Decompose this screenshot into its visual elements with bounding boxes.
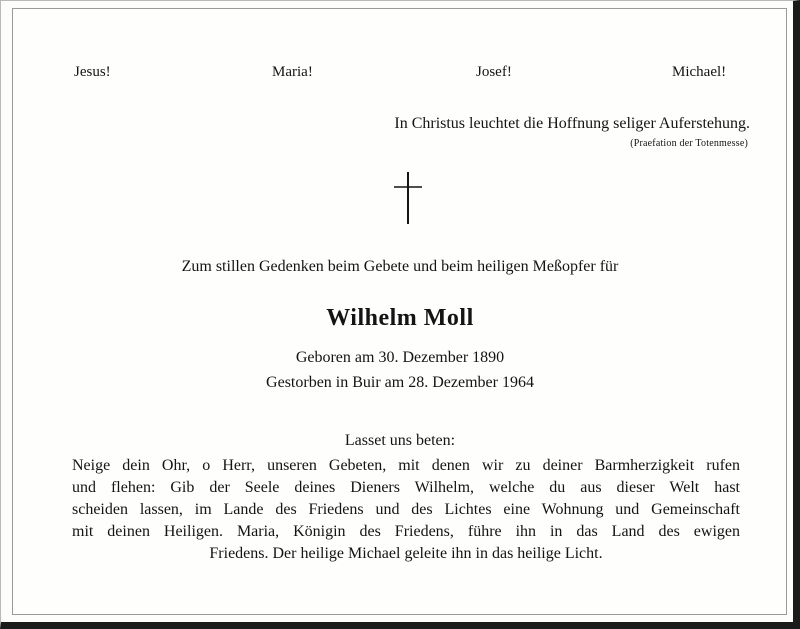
death-date: Gestorben in Buir am 28. Dezember 1964 [266, 374, 534, 391]
birth-date: Geboren am 30. Dezember 1890 [295, 349, 505, 366]
prayer-line: und flehen: Gib der Seele deines Dieners Wilhelm, welche du aus dieser Welt hast [72, 479, 740, 496]
prayer-text [72, 455, 740, 565]
cross-icon [393, 172, 423, 224]
epigraph-source: (Praefation der Totenmesse) [630, 138, 748, 149]
memorial-intro: Zum stillen Gedenken beim Gebete und beim heiligen Meßopfer für [181, 258, 619, 275]
prayer-line: scheiden lassen, im Lande des Friedens und des Lichtes eine Wohnung und Gemeinschaft [72, 501, 740, 518]
prayer-line: Neige dein Ohr, o Herr, unseren Gebeten, mit denen wir zu deiner Barmherzigkeit rufen [72, 457, 740, 474]
invocation-maria: Maria! [272, 64, 313, 80]
epigraph-quote: In Christus leuchtet die Hoffnung seliger Auferstehung. [394, 115, 750, 132]
prayer-line: mit deinen Heiligen. Maria, Königin des Friedens, führe ihn in das Land des ewigen [72, 523, 740, 540]
prayer-line: Friedens. Der heilige Michael geleite ihn in das heilige Licht. [209, 545, 603, 562]
invocation-jesus: Jesus! [74, 64, 111, 80]
invocation-michael: Michael! [672, 64, 727, 80]
deceased-name: Wilhelm Moll [326, 305, 474, 331]
invocation-josef: Josef! [476, 64, 512, 80]
prayer-title: Lasset uns beten: [344, 432, 456, 449]
